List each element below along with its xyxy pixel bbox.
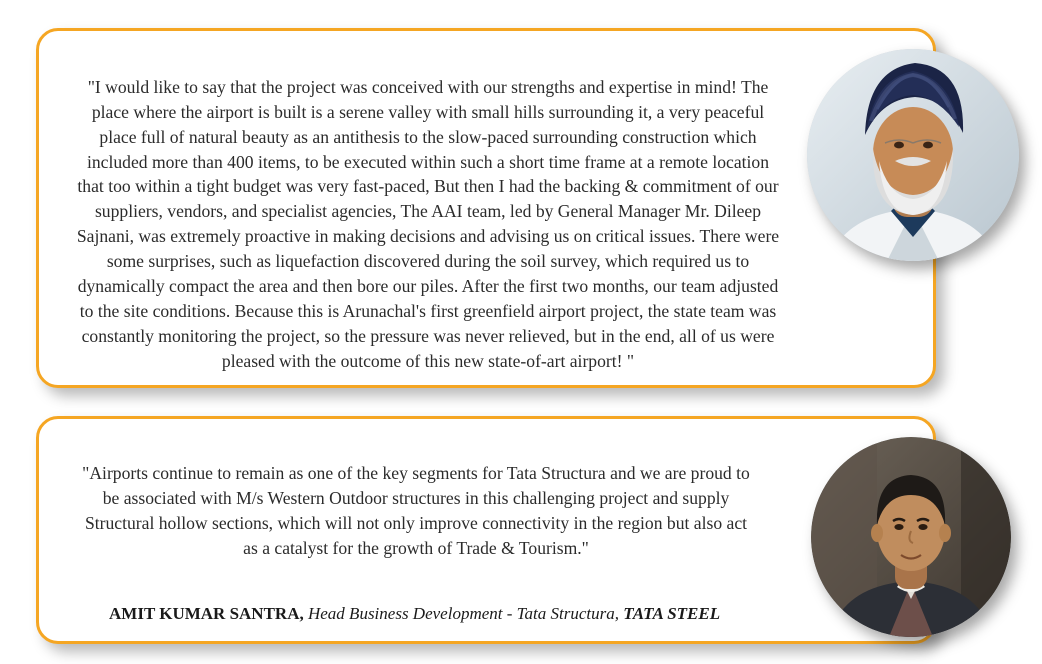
testimonial-attribution xyxy=(39,578,933,624)
testimonial-author-name: AMIT KUMAR SANTRA, xyxy=(109,604,304,624)
portrait-amit-kumar-santra xyxy=(811,437,1011,637)
testimonial-quote: "Airports continue to remain as one of the key segments for Tata Structura and we are proud to be associated with M/s Western Outdoor structures in this challenging project and supply Structural hollow sections, which will not only improve connectivity in the region but also act as a catalyst for the growth of Trade & Tourism." xyxy=(82,462,750,558)
testimonial-card-amit-kumar-santra xyxy=(36,416,936,644)
portrait-daler-singh-mathadu xyxy=(807,49,1019,261)
testimonial-author-company: TATA STEEL xyxy=(623,604,721,624)
testimonial-author-role: Head Business Development - Tata Structura, xyxy=(307,604,619,624)
testimonial-card-daler-singh-mathadu xyxy=(36,28,936,388)
testimonial-quote: "I would like to say that the project was conceived with our strengths and expertise in mind! The place where the airport is built is a serene valley with small hills surrounding it, a very peaceful place full of natural beauty as an antithesis to the slow-paced surrounding construction which included more than 400 items, to be executed within such a short time frame at a remote location that too within a tight budget was very fast-paced, But then I had the backing & commitment of our suppliers, vendors, and specialist agencies, The AAI team, led by General Manager Mr. Dileep Sajnani, was extremely proactive in making decisions and advising us on critical issues. There were some surprises, such as liquefaction discovered during the soil survey, which required us to dynamically compact the area and then bore our piles. After the first two months, our team adjusted to the site conditions. Because this is Arunachal's first greenfield airport project, the state team was constantly monitoring the project, so the pressure was never relieved, but in the end, all of us were pleased with the outcome of this new state-of-art airport! " xyxy=(76,76,780,372)
